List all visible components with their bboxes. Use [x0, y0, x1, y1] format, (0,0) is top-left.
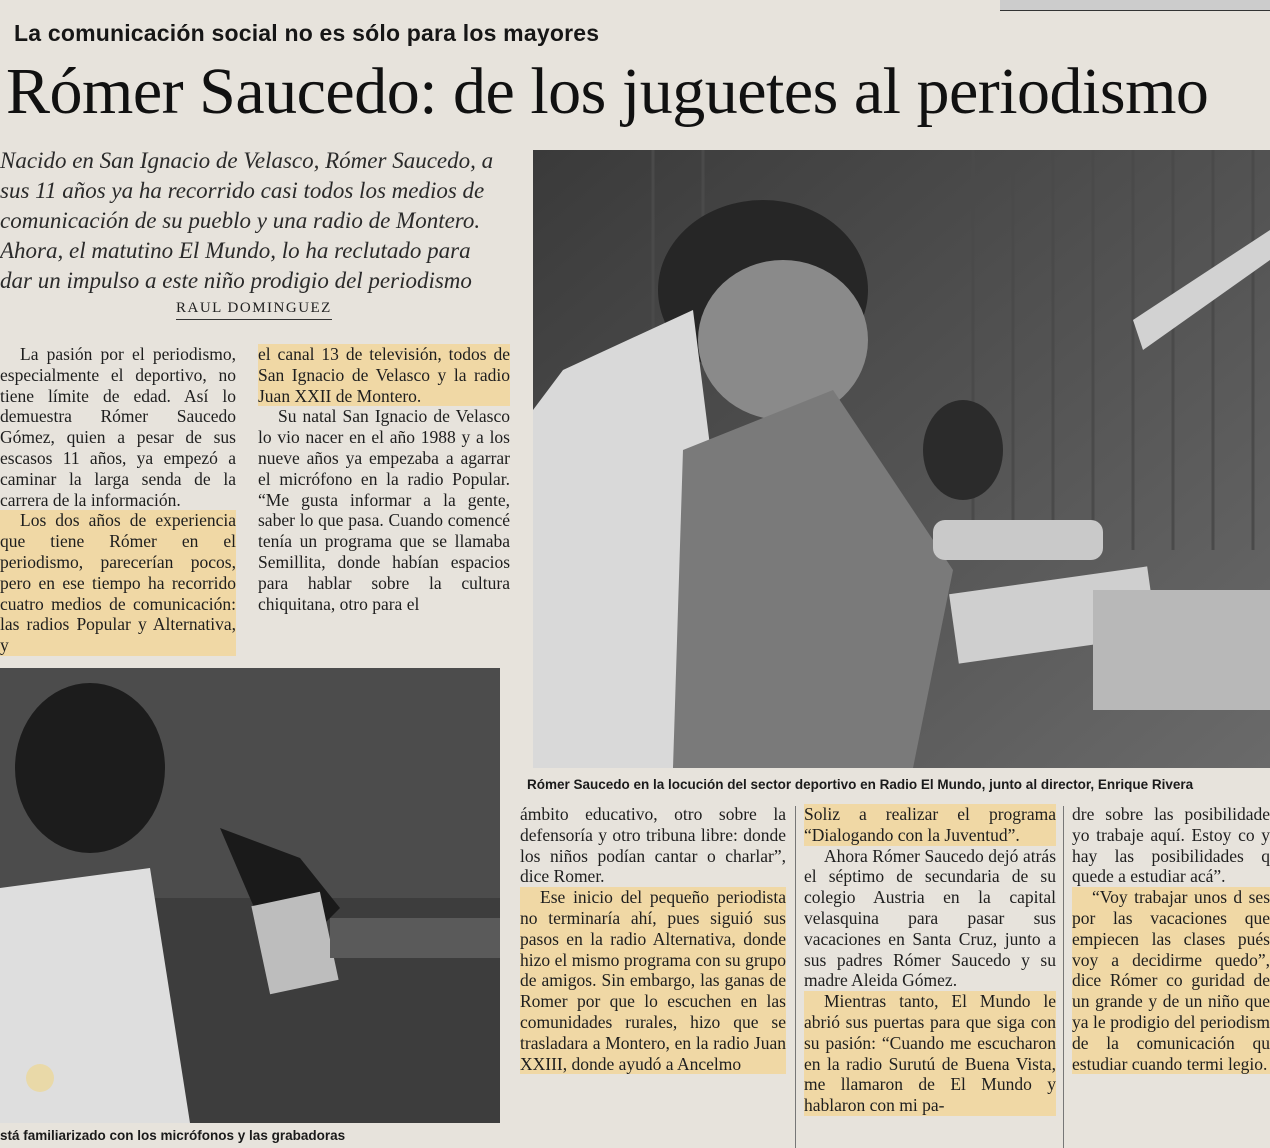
secondary-photo: [0, 668, 500, 1123]
secondary-photo-image: [0, 668, 500, 1123]
deck-line: Ahora, el matutino El Mundo, lo ha reclutado para: [0, 238, 471, 263]
deck-line: dar un impulso a este niño prodigio del periodismo: [0, 268, 472, 293]
main-photo: [533, 150, 1270, 768]
paragraph: ámbito educativo, otro sobre la defensoría y otro tribuna libre: donde los niños podían cantar o charlar”, dice Romer.: [520, 804, 786, 887]
main-photo-caption: Rómer Saucedo en la locución del sector deportivo en Radio El Mundo, junto al director, Enrique Rivera: [527, 777, 1194, 792]
column-rule: [795, 806, 796, 1148]
deck-line: comunicación de su pueblo y una radio de Montero.: [0, 208, 481, 233]
paragraph: el canal 13 de televisión, todos de San Ignacio de Velasco y la radio Juan XXII de Montero.: [258, 344, 510, 406]
deck-line: Nacido en San Ignacio de Velasco, Rómer Saucedo, a: [0, 148, 494, 173]
headline: Rómer Saucedo: de los juguetes al periodismo: [6, 55, 1209, 128]
paragraph: Los dos años de experiencia que tiene Rómer en el periodismo, parecerían pocos, pero en ese tiempo ha recorrido cuatro medios de comunicación: las radios Popular y Alternativa, y: [0, 510, 236, 656]
byline: RAUL DOMINGUEZ: [176, 300, 332, 320]
paragraph: “Voy trabajar unos d ses por las vacaciones que empiecen las clases pués voy a decidirme quedo”, dice Rómer co guridad de un grande y de un niño que ya le prodigio del periodism de la comunicación qu estudiar cuando termi legio.: [1072, 887, 1270, 1074]
deck: [0, 146, 515, 296]
column-rule: [1063, 806, 1064, 1148]
paragraph: Mientras tanto, El Mundo le abrió sus puertas para que siga con su pasión: “Cuando me escucharon en la radio Surutú de Buena Vista, me llamaron de El Mundo y hablaron con mi pa-: [804, 991, 1056, 1116]
paragraph: La pasión por el periodismo, especialmente el deportivo, no tiene límite de edad. Así lo demuestra Rómer Saucedo Gómez, quien a pesar de sus escasos 11 años, ya empezó a caminar la larga senda de la carrera de la información.: [0, 344, 236, 510]
paragraph: Ahora Rómer Saucedo dejó atrás el séptimo de secundaria de su colegio Austria en la capital velasquina para pasar sus vacaciones en Santa Cruz, junto a sus padres Rómer Saucedo y su madre Aleida Gómez.: [804, 845, 1056, 991]
paragraph: Soliz a realizar el programa “Dialogando con la Juventud”.: [804, 804, 1056, 845]
article-column-2: [258, 344, 510, 614]
article-column-1: [0, 344, 236, 656]
paragraph: Su natal San Ignacio de Velasco lo vio nacer en el año 1988 y a los nueve años ya empezaba a agarrar el micrófono en la radio Popular. “Me gusta informar a la gente, saber lo que pasa. Cuando comencé tenía un programa que se llamaba Semillita, donde habían espacios para hablar sobre la cultura chiquitana, otro para el: [258, 406, 510, 614]
paragraph: dre sobre las posibilidade yo trabaje aquí. Estoy co y hay las posibilidades q quede a estudiar acá”.: [1072, 804, 1270, 887]
secondary-photo-caption: stá familiarizado con los micrófonos y las grabadoras: [0, 1128, 346, 1143]
paragraph: Ese inicio del pequeño periodista no terminaría ahí, pues siguió sus pasos en la radio Alternativa, donde hizo el mismo programa con su grupo de amigos. Sin embargo, las ganas de Romer por que lo escuchen en las comunidades rurales, hizo que se trasladara a Montero, en la radio Juan XXIII, donde ayudó a Ancelmo: [520, 887, 786, 1074]
kicker: La comunicación social no es sólo para los mayores: [14, 20, 600, 46]
article-column-3: [520, 804, 786, 1074]
deck-line: sus 11 años ya ha recorrido casi todos los medios de: [0, 178, 485, 203]
article-column-5: [1072, 804, 1270, 1074]
top-edge-rule: [1000, 0, 1270, 11]
article-column-4: [804, 804, 1056, 1116]
main-photo-image: [533, 150, 1270, 768]
